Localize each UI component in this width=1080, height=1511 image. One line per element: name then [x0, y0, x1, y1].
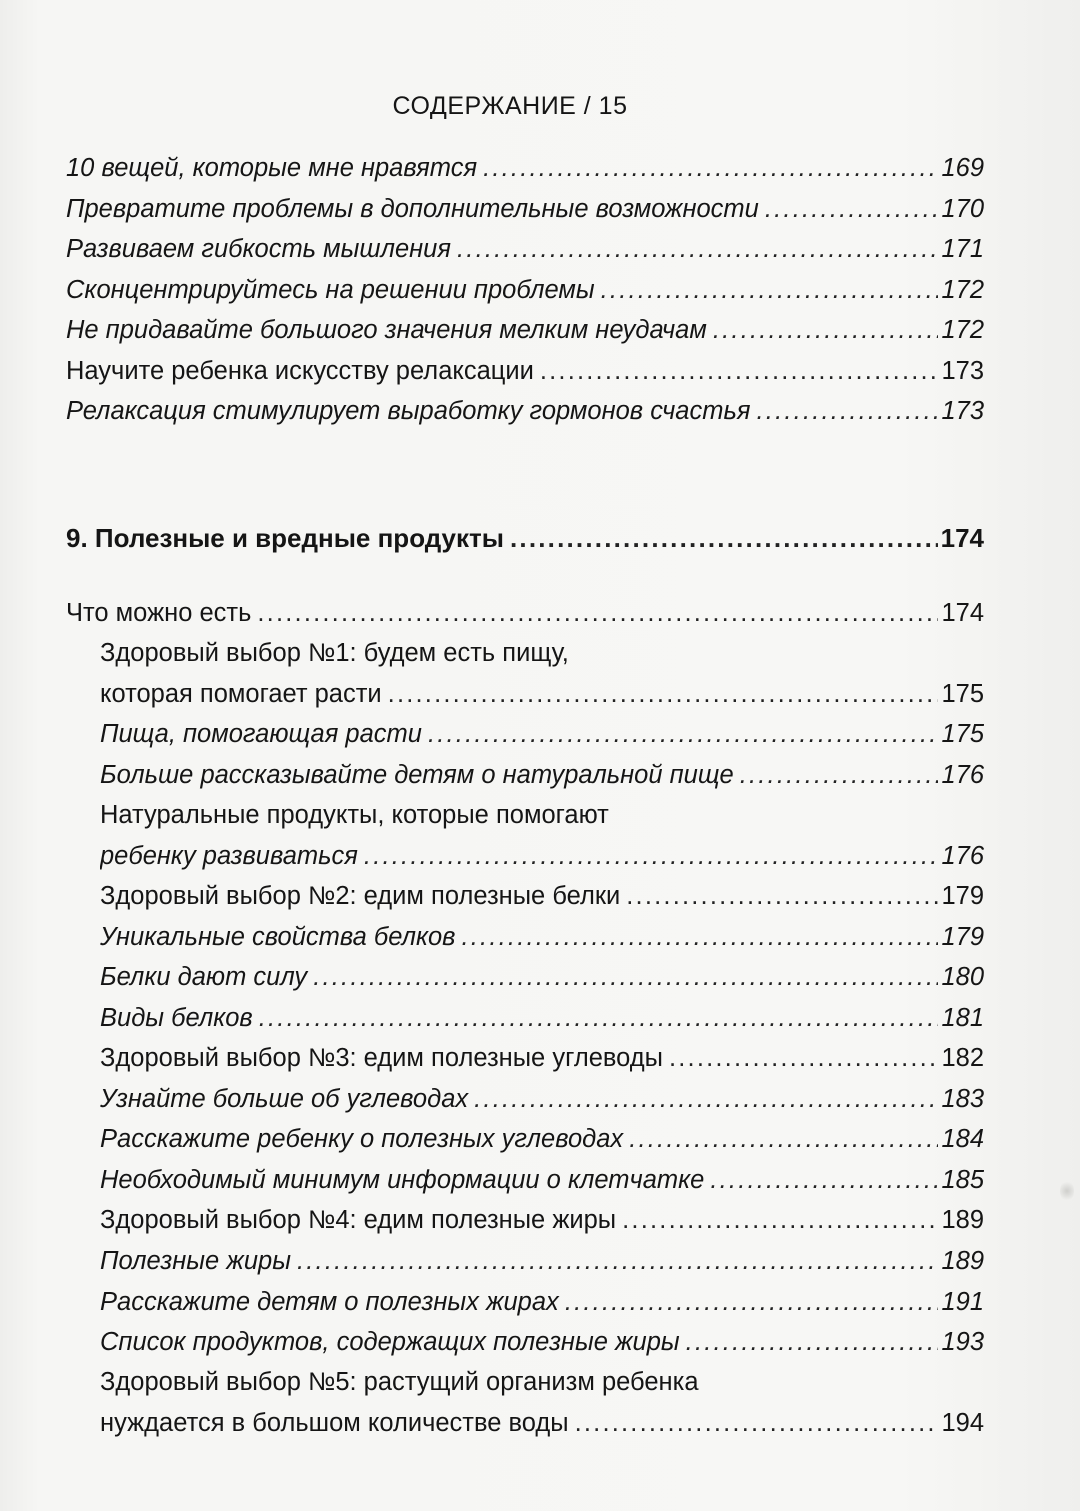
leader-dots	[669, 1042, 938, 1074]
toc-entry-title: Расскажите детям о полезных жирах	[100, 1288, 559, 1316]
leader-dots	[757, 395, 939, 427]
toc-entry	[100, 1083, 984, 1115]
toc-entry	[66, 233, 984, 265]
toc-entry-title: Необходимый минимум информации о клетчатке	[100, 1166, 705, 1194]
toc-entry-page: 180	[941, 963, 984, 991]
toc-entry-page: 191	[941, 1288, 984, 1316]
toc-entry-title: Здоровый выбор №4: едим полезные жиры	[100, 1206, 617, 1234]
toc-entry-title: Здоровый выбор №2: едим полезные белки	[100, 882, 621, 910]
chapter-heading	[66, 522, 984, 554]
leader-dots	[510, 522, 938, 554]
leader-dots	[740, 759, 939, 791]
toc-entry-title: нуждается в большом количестве воды	[100, 1409, 569, 1437]
leader-dots	[713, 314, 939, 346]
toc-entry-title: Сконцентрируйтесь на решении проблемы	[66, 276, 595, 304]
leader-dots	[686, 1326, 939, 1358]
toc-entry-title: Узнайте больше об углеводах	[100, 1085, 469, 1113]
leader-dots	[540, 355, 939, 387]
toc-entry-page: 179	[941, 923, 984, 951]
toc-entry	[100, 880, 984, 912]
toc-entry-title: Уникальные свойства белков	[100, 923, 456, 951]
toc-entry	[100, 678, 984, 710]
leader-dots	[601, 274, 939, 306]
leader-dots	[461, 921, 938, 953]
toc-entry	[100, 840, 984, 872]
toc-entry	[66, 274, 984, 306]
toc-entry-page: 173	[941, 357, 984, 385]
toc-entry-page: 182	[941, 1044, 984, 1072]
toc-entry-title: Релаксация стимулирует выработку гормонов счастья	[66, 397, 751, 425]
toc-entry-page: 174	[941, 599, 984, 627]
toc-entry-title: Полезные жиры	[100, 1247, 291, 1275]
toc-entry-page: 184	[941, 1125, 984, 1153]
toc-entry	[100, 921, 984, 953]
toc-entry-page: 176	[941, 761, 984, 789]
page-header: СОДЕРЖАНИЕ / 15	[392, 92, 628, 120]
leader-dots	[622, 1204, 938, 1236]
toc-entry-page: 185	[941, 1166, 984, 1194]
toc-entry-page: 175	[941, 680, 984, 708]
toc-entry	[100, 1286, 984, 1318]
toc-entry	[100, 1245, 984, 1277]
toc-entry	[100, 1042, 984, 1074]
toc-entry	[100, 1407, 984, 1439]
toc-entry-page: 172	[941, 316, 984, 344]
leader-dots	[710, 1164, 938, 1196]
toc-entry	[66, 314, 984, 346]
toc-entry-title: 10 вещей, которые мне нравятся	[66, 154, 478, 182]
toc-entry-title: Здоровый выбор №3: едим полезные углеводы	[100, 1044, 663, 1072]
toc-entry-line: Здоровый выбор №5: растущий организм ребенка	[100, 1368, 699, 1396]
toc-entry	[100, 1002, 984, 1034]
toc-entry-title: Белки дают силу	[100, 963, 308, 991]
toc-entry-title: Развиваем гибкость мышления	[66, 235, 451, 263]
toc-entry-page: 189	[941, 1206, 984, 1234]
leader-dots	[765, 193, 939, 225]
toc-entry	[100, 961, 984, 993]
toc-entry	[100, 759, 984, 791]
chapter-page: 174	[940, 523, 984, 553]
toc-entry-line: Здоровый выбор №1: будем есть пищу,	[100, 639, 569, 667]
toc-entry-title: Расскажите ребенку о полезных углеводах	[100, 1125, 624, 1153]
toc-entry	[66, 597, 984, 629]
leader-dots	[629, 1123, 938, 1155]
toc-entry-page: 179	[941, 882, 984, 910]
toc-entry-page: 176	[941, 842, 984, 870]
leader-dots	[474, 1083, 938, 1115]
toc-entry-page: 175	[941, 720, 984, 748]
leader-dots	[565, 1286, 939, 1318]
toc-entry-page: 189	[941, 1247, 984, 1275]
toc-entry-page: 169	[941, 154, 984, 182]
toc-entry-title: Не придавайте большого значения мелким неудачам	[66, 316, 707, 344]
toc-entry-title: Пища, помогающая расти	[100, 720, 422, 748]
leader-dots	[388, 678, 939, 710]
toc-entry-page: 173	[941, 397, 984, 425]
toc-entry	[100, 718, 984, 750]
toc-entry	[100, 1123, 984, 1155]
toc-entry-page: 171	[941, 235, 984, 263]
leader-dots	[259, 1002, 939, 1034]
toc-entry	[100, 1164, 984, 1196]
toc-entry	[100, 1326, 984, 1358]
toc-entry-line: Натуральные продукты, которые помогают	[100, 801, 609, 829]
chapter-title: 9. Полезные и вредные продукты	[66, 523, 504, 553]
toc-entry-page: 172	[941, 276, 984, 304]
toc-entry-title: Научите ребенка искусству релаксации	[66, 357, 534, 385]
leader-dots	[257, 597, 938, 629]
leader-dots	[575, 1407, 939, 1439]
toc-entry	[100, 1204, 984, 1236]
toc-entry-title: Что можно есть	[66, 599, 252, 627]
leader-dots	[626, 880, 938, 912]
leader-dots	[483, 152, 938, 184]
toc-entry	[66, 193, 984, 225]
toc-entry-title: Больше рассказывайте детям о натуральной пище	[100, 761, 734, 789]
toc-entry	[66, 355, 984, 387]
toc-entry-title: ребенку развиваться	[100, 842, 358, 870]
leader-dots	[297, 1245, 938, 1277]
toc-entry-title: Виды белков	[100, 1004, 253, 1032]
leader-dots	[364, 840, 939, 872]
toc-entry-page: 193	[941, 1328, 984, 1356]
paper-blemish	[1060, 1180, 1074, 1202]
toc-entry-title: Превратите проблемы в дополнительные возможности	[66, 195, 759, 223]
toc-entry	[66, 395, 984, 427]
toc-entry-page: 170	[941, 195, 984, 223]
toc-entry-title: Список продуктов, содержащих полезные жиры	[100, 1328, 680, 1356]
leader-dots	[428, 718, 939, 750]
leader-dots	[457, 233, 938, 265]
toc-entry-page: 181	[941, 1004, 984, 1032]
leader-dots	[313, 961, 938, 993]
toc-entry-page: 194	[941, 1409, 984, 1437]
toc-entry-page: 183	[941, 1085, 984, 1113]
toc-entry	[66, 152, 984, 184]
toc-entry-title: которая помогает расти	[100, 680, 382, 708]
